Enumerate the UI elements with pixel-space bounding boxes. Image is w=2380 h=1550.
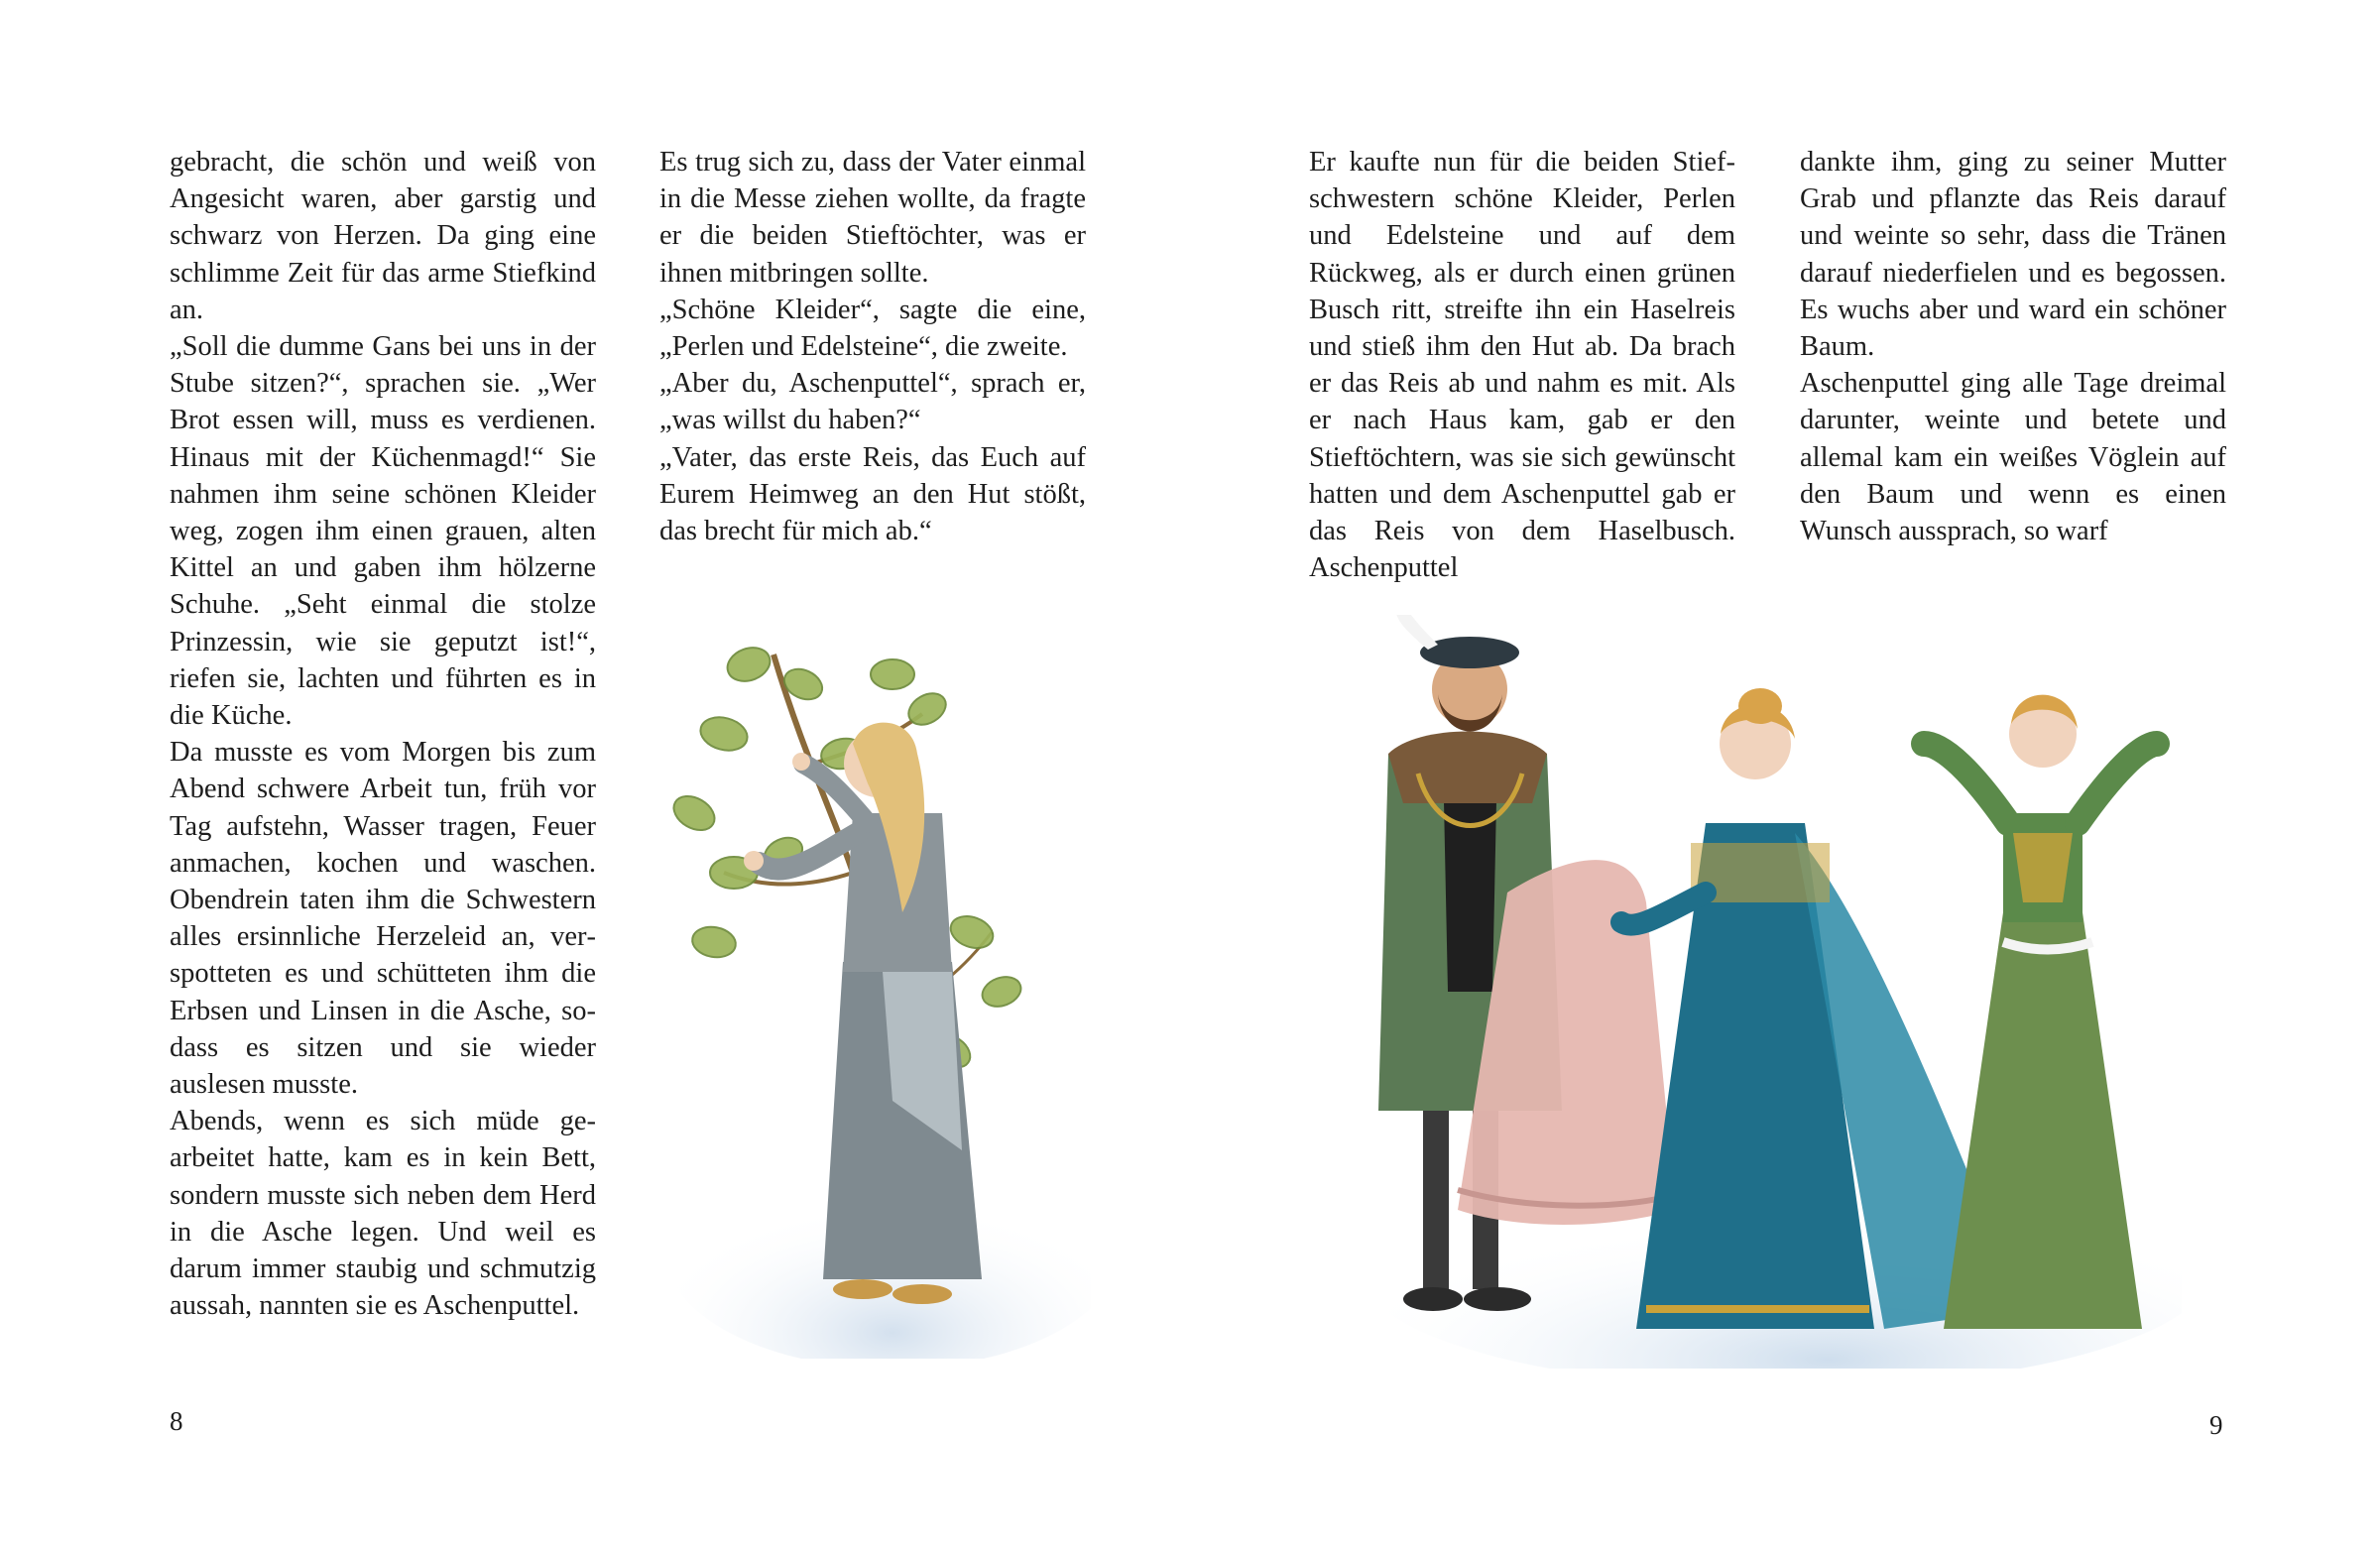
page-number-left: 8 bbox=[170, 1406, 183, 1436]
page-number-right: 9 bbox=[2209, 1410, 2223, 1440]
left-page-column-1 bbox=[170, 144, 596, 1325]
paragraph: „Vater, das erste Reis, das Euch auf Eurem Heimweg an den Hut stößt, das brecht für mich ab.“ bbox=[659, 441, 1086, 547]
paragraph: Aschenputtel ging alle Tage dreimal darunter, weinte und betete und allemal kam ein weißes Vöglein auf den Baum und wenn es einen Wunsch aussprach, so warf bbox=[1800, 368, 2226, 547]
paragraph: Er kaufte nun für die beiden Stiefschwestern schöne Kleider, Perlen und Edelsteine und auf dem Rückweg, als er durch einen grünen Busch ritt, streifte ihn ein Haselreis und stieß ihm den Hut ab. Da brach er das Reis ab und nahm es mit. Als er nach Haus kam, gab er den Stieftöchtern, was sie sich gewünscht hatten und dem Aschenputtel gab er das Reis von dem Haselbusch. Aschenputtel bbox=[1309, 147, 1735, 584]
paragraph: dankte ihm, ging zu seiner Mutter Grab und pflanzte das Reis darauf und weinte so sehr, dass die Tränen darauf niederfielen und es begossen. Es wuchs aber und ward ein schöner Baum. bbox=[1800, 147, 2226, 363]
illustration-father-and-stepsisters bbox=[1349, 615, 2182, 1369]
paragraph: Da musste es vom Morgen bis zum Abend schwere Arbeit tun, früh vor Tag aufstehn, Wasser tragen, Feuer anmachen, kochen und waschen. Obendrein taten ihm die Schwestern alles ersinnliche Herzeleid an, verspotteten es und schütteten ihm die Erbsen und Linsen in die Asche, sodass es sitzen und sie wieder auslesen musste. bbox=[170, 737, 596, 1101]
illustration-girl-with-hazel-branch bbox=[654, 635, 1091, 1359]
paragraph: „Aber du, Aschenputtel“, sprach er, „was willst du haben?“ bbox=[659, 368, 1086, 436]
stepsister-green bbox=[1924, 695, 2157, 1329]
paragraph: „Soll die dumme Gans bei uns in der Stube sitzen?“, sprachen sie. „Wer Brot essen will, muss es verdienen. Hinaus mit der Küchenmagd!“ Sie nahmen ihm seine schönen Kleider weg, zogen ihm einen grauen, alten Kittel an und gaben ihm hölzerne Schuhe. „Seht einmal die stolze Prinzessin, wie sie geputzt ist!“, riefen sie, lachten und führten es in die Küche. bbox=[170, 331, 596, 732]
paragraph: gebracht, die schön und weiß von Angesicht waren, aber garstig und schwarz von Herzen. Da ging eine schlimme Zeit für das arme Stiefkind an. bbox=[170, 147, 596, 325]
paragraph: „Schöne Kleider“, sagte die eine, „Perlen und Edelsteine“, die zweite. bbox=[659, 294, 1086, 363]
right-page-column-1 bbox=[1309, 144, 1735, 586]
right-page-column-2 bbox=[1800, 144, 2226, 549]
paragraph: Abends, wenn es sich müde gearbeitet hatte, kam es in kein Bett, sondern musste sich neben dem Herd in die Asche legen. Und weil es darum immer staubig und schmutzig aussah, nannten sie es Aschenputtel. bbox=[170, 1106, 596, 1322]
left-page-column-2 bbox=[659, 144, 1086, 549]
paragraph: Es trug sich zu, dass der Vater einmal in die Messe ziehen wollte, da fragte er die beiden Stieftöchter, was er ihnen mitbringen sollte. bbox=[659, 147, 1086, 289]
